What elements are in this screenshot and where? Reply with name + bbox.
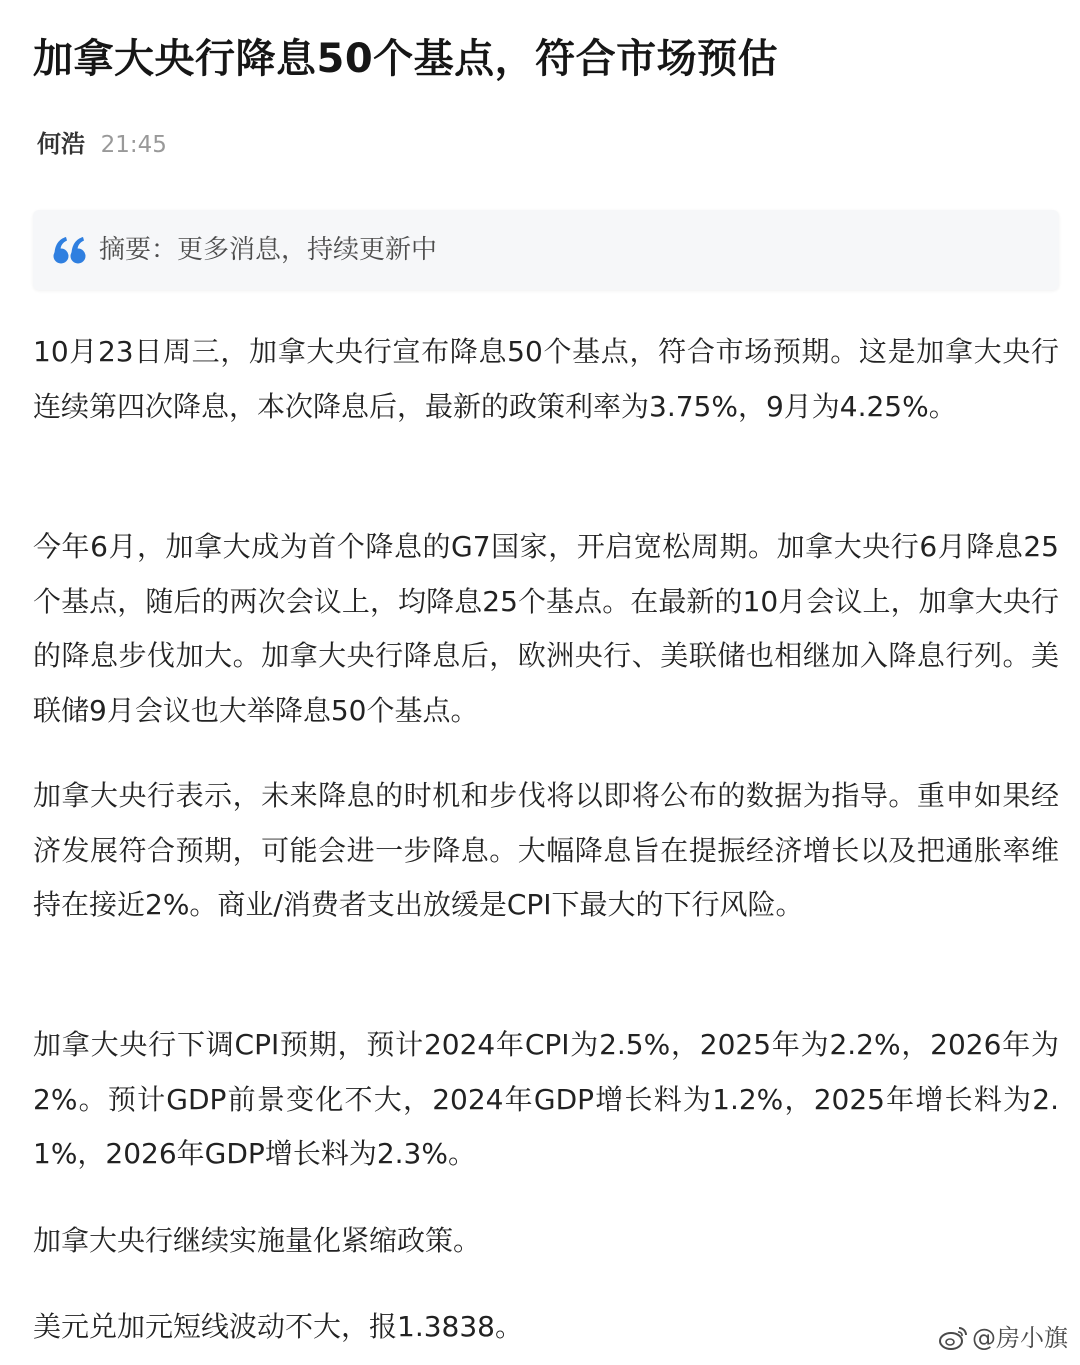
paragraph: 今年6月，加拿大成为首个降息的G7国家，开启宽松周期。加拿大央行6月降息25个基点，随后的两次会议上，均降息25个基点。在最新的10月会议上，加拿大央行的降息步伐加大。加拿大央行降息后，欧洲央行、美联储也相继加入降息行列。美联储9月会议也大举降息50个基点。 <box>33 530 1059 727</box>
paragraph: 美元兑加元短线波动不大，报1.3838。 <box>33 1310 523 1343</box>
summary-box <box>33 210 1059 290</box>
paragraph: 加拿大央行表示，未来降息的时机和步伐将以即将公布的数据为指导。重申如果经济发展符合预期，可能会进一步降息。大幅降息旨在提振经济增长以及把通胀率维持在接近2%。商业/消费者支出放缓是CPI下最大的下行风险。 <box>33 779 1059 921</box>
watermark-text: @房小旗 <box>972 1324 1068 1352</box>
weibo-icon <box>938 1325 968 1351</box>
publish-time: 21:45 <box>100 132 167 158</box>
paragraph: 10月23日周三，加拿大央行宣布降息50个基点，符合市场预期。这是加拿大央行连续第四次降息，本次降息后，最新的政策利率为3.75%，9月为4.25%。 <box>33 335 1059 423</box>
quote-icon <box>53 234 87 266</box>
author-name[interactable]: 何浩 <box>37 130 85 158</box>
article-title: 加拿大央行降息50个基点，符合市场预估 <box>33 36 779 82</box>
paragraph: 加拿大央行继续实施量化紧缩政策。 <box>33 1224 482 1257</box>
paragraph: 加拿大央行下调CPI预期，预计2024年CPI为2.5%，2025年为2.2%，2026年为2%。预计GDP前景变化不大，2024年GDP增长料为1.2%，2025年增长料为2.1%，2026年GDP增长料为2.3%。 <box>33 1028 1059 1170</box>
watermark <box>938 1323 1068 1353</box>
summary-text: 摘要：更多消息，持续更新中 <box>99 235 438 265</box>
article-meta <box>37 126 167 163</box>
